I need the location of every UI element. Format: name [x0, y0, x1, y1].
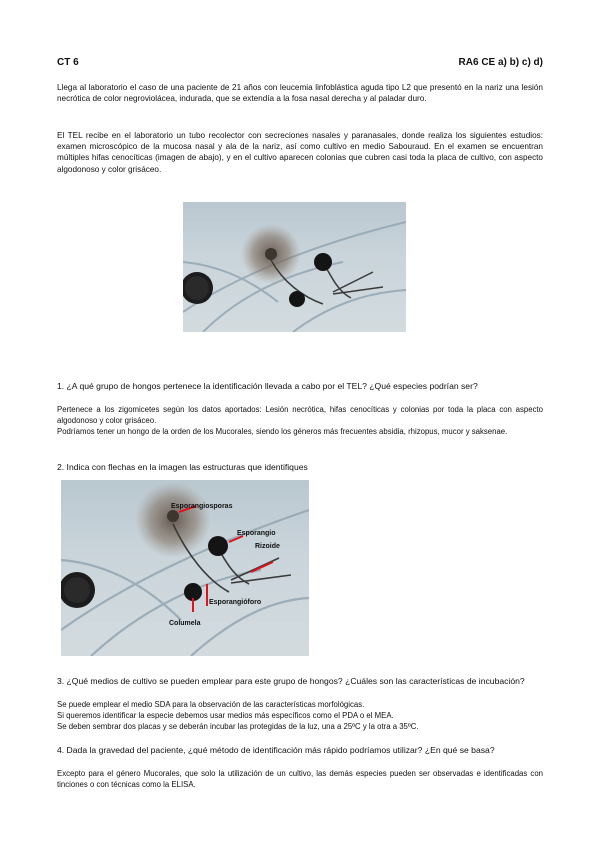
question-4: 4. Dada la gravedad del paciente, ¿qué método de identificación más rápido podríamos utilizar? ¿En qué se basa?	[57, 745, 495, 755]
question-2: 2. Indica con flechas en la imagen las estructuras que identifiques	[57, 462, 308, 472]
learning-outcome-code: RA6 CE a) b) c) d)	[458, 57, 543, 68]
sporangiospores-label: Esporangiosporas	[171, 503, 233, 510]
answer-1	[57, 405, 543, 437]
lab-description: El TEL recibe en el laboratorio un tubo recolector con secreciones nasales y paranasales, donde realiza los siguientes estudios: examen microscópico de la mucosa nasal y ala de la nariz, así como cultivo en medio Sabouraud. En el examen se encuentran múltiples hifas cenocíticas (imagen de abajo), y en el cultivo aparecen colonias que cubren casi toda la placa de cultivo, con aspecto algodonoso y color grisáceo.	[57, 131, 543, 174]
answer-1-line-1: Pertenece a los zigomicetes según los datos aportados: Lesión necrótica, hifas cenocíticas y colonias por toda la placa con aspecto algodonoso y color grisáceo.	[57, 405, 543, 425]
question-3: 3. ¿Qué medios de cultivo se pueden emplear para este grupo de hongos? ¿Cuáles son las características de incubación?	[57, 676, 525, 686]
rhizoid-label: Rizoide	[255, 543, 280, 550]
annotated-microscope-photo	[61, 480, 309, 656]
answer-3-line-1: Se puede emplear el medio SDA para la observación de las características morfológicas.	[57, 700, 365, 709]
rhizoid-arrow	[251, 562, 273, 572]
sporangium-label: Esporangio	[237, 530, 276, 537]
columella-label: Columela	[169, 620, 201, 627]
question-1: 1. ¿A qué grupo de hongos pertenece la identificación llevada a cabo por el TEL? ¿Qué especies podrían ser?	[57, 381, 478, 391]
answer-4	[57, 769, 543, 791]
case-code: CT 6	[57, 57, 79, 68]
case-description: Llega al laboratorio el caso de una paciente de 21 años con leucemia linfoblástica aguda tipo L2 que presentó en la nariz una lesión necrótica de color negroviolácea, indurada, que se extendía a la fosa nasal derecha y al paladar duro.	[57, 83, 543, 104]
annotated-microscope-image	[61, 480, 309, 656]
answer-3	[57, 700, 543, 732]
microscope-image	[183, 202, 406, 332]
answer-1-line-2: Podríamos tener un hongo de la orden de los Mucorales, siendo los géneros más frecuentes absidia, rhizopus, mucor y saksenae.	[57, 426, 508, 436]
answer-3-line-2: Si queremos identificar la especie debemos usar medios más específicos como el PDA o el MEA.	[57, 710, 394, 720]
answer-4-line-1: Excepto para el género Mucorales, que solo la utilización de un cultivo, las demás especies pueden ser observadas e identificadas con tinciones o con técnicas como la ELISA.	[57, 769, 543, 789]
answer-3-line-3: Se deben sembrar dos placas y se deberán incubar las protegidas de la luz, una a 25ºC y la otra a 35ºC.	[57, 721, 419, 731]
sporangiophore-label: Esporangióforo	[209, 599, 262, 606]
microscope-photo	[183, 202, 406, 332]
